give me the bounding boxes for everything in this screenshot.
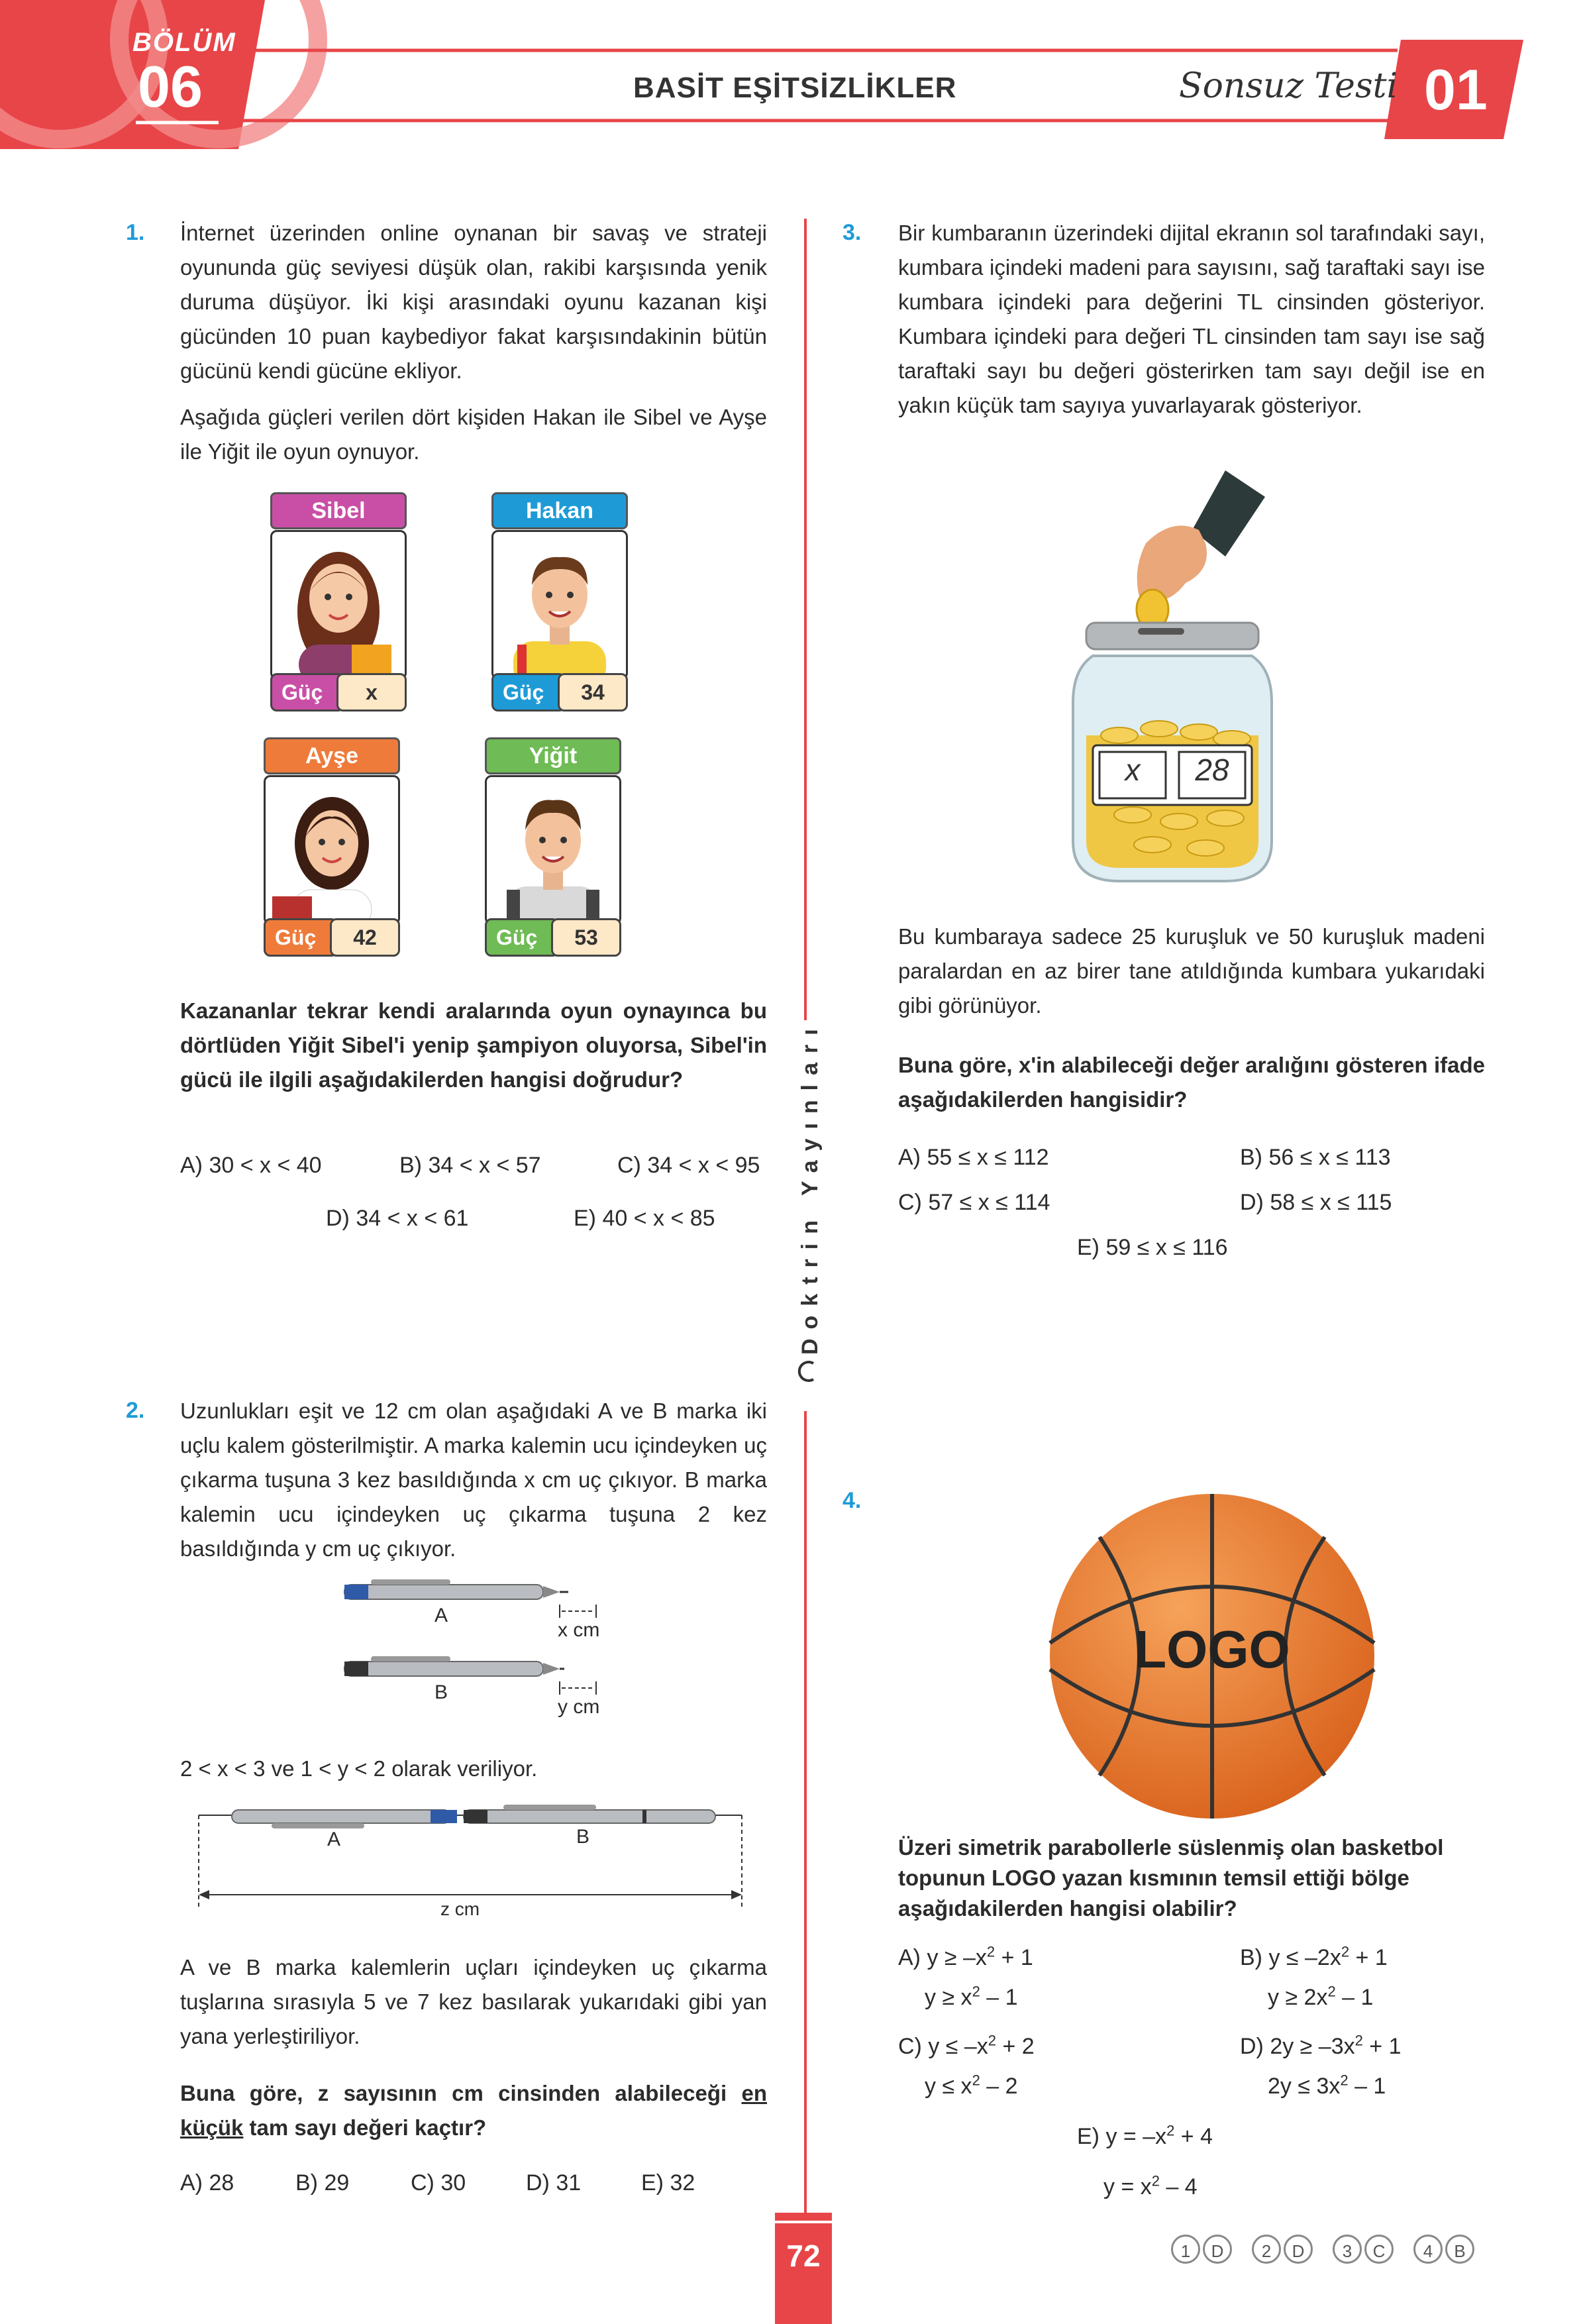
jar-lid bbox=[1086, 623, 1258, 649]
combined-pen-b-label: B bbox=[576, 1826, 590, 1848]
q4-option-c-line1[interactable]: C) $y \le -x^2 + 2$ bbox=[898, 2032, 1035, 2059]
q2-given: 2 < x < 3 ve 1 < y < 2 olarak veriliyor. bbox=[180, 1756, 538, 1781]
q2-question bbox=[180, 2076, 767, 2145]
y-cm-label: y cm bbox=[558, 1696, 600, 1718]
guc-label: Güç bbox=[270, 673, 344, 712]
test-number: 01 bbox=[1424, 58, 1488, 122]
guc-label: Güç bbox=[264, 918, 338, 957]
q4-option-e-line2[interactable]: $y = x^2 - 4$ bbox=[1103, 2172, 1198, 2199]
series-title: Sonsuz Testi bbox=[1179, 66, 1398, 106]
guc-value: x bbox=[336, 673, 407, 712]
q4-option-a-line1[interactable]: A) $y \ge -x^2 + 1$ bbox=[898, 1943, 1033, 1970]
portrait-ayse bbox=[264, 775, 400, 925]
piggy-jar-figure bbox=[1060, 470, 1325, 901]
girl-portrait-icon bbox=[272, 532, 405, 678]
q2-question-start: Buna göre, z sayısının cm cinsinden alabileceği bbox=[180, 2081, 742, 2105]
girl-portrait-icon bbox=[266, 777, 398, 923]
q2-number: 2. bbox=[126, 1398, 145, 1423]
q3-option-a[interactable]: A) 55 ≤ x ≤ 112 bbox=[898, 1145, 1049, 1170]
q3-paragraph-2: Bu kumbaraya sadece 25 kuruşluk ve 50 kuruşluk madeni paralardan en az birer tane atıldığında kumbara yukarıdaki gibi görünüyor. bbox=[898, 924, 1485, 1018]
bolum-label: BÖLÜM bbox=[132, 28, 236, 57]
guc-label: Güç bbox=[485, 918, 559, 957]
q3-number: 3. bbox=[843, 220, 862, 245]
card-name: Sibel bbox=[270, 492, 407, 529]
answer-key-number: 2 bbox=[1252, 2235, 1281, 2264]
x-cm-label: x cm bbox=[558, 1619, 600, 1641]
q1-option-d[interactable]: D) 34 < x < 61 bbox=[326, 1206, 469, 1231]
q3-question: Buna göre, x'in alabileceği değer aralığını gösteren ifade aşağıdakilerden hangisidir? bbox=[898, 1053, 1485, 1112]
q4-option-d-line2[interactable]: $2y \le 3x^2 - 1$ bbox=[1268, 2072, 1386, 2099]
q2-question-end: tam sayı değeri kaçtır? bbox=[243, 2115, 487, 2140]
combined-pen-a-label: A bbox=[327, 1828, 341, 1850]
boy-portrait-icon bbox=[493, 532, 626, 678]
answer-key-answer: D bbox=[1203, 2235, 1232, 2264]
ball-logo-text: LOGO bbox=[1134, 1620, 1290, 1679]
pen-a-label: A bbox=[434, 1605, 448, 1626]
q2-option-c[interactable]: C) 30 bbox=[411, 2170, 466, 2195]
q3-option-e[interactable]: E) 59 ≤ x ≤ 116 bbox=[1077, 1235, 1228, 1260]
q4-option-c-line2[interactable]: $y \le x^2 - 2$ bbox=[925, 2072, 1018, 2099]
pen-b-icon bbox=[344, 1656, 564, 1676]
q2-option-d[interactable]: D) 31 bbox=[526, 2170, 582, 2195]
pen-a-icon bbox=[344, 1579, 568, 1599]
q1-option-c[interactable]: C) 34 < x < 95 bbox=[617, 1153, 760, 1178]
publisher-side-text: Doktrin Yayınları bbox=[797, 1020, 823, 1355]
answer-key-answer: C bbox=[1364, 2235, 1394, 2264]
answer-key-number: 4 bbox=[1413, 2235, 1443, 2264]
portrait-hakan bbox=[491, 530, 628, 680]
guc-value: 34 bbox=[558, 673, 628, 712]
column-divider-bottom bbox=[804, 1411, 807, 2213]
bolum-number: 06 bbox=[138, 54, 203, 119]
column-divider-top bbox=[804, 219, 807, 1020]
q2-option-a[interactable]: A) 28 bbox=[180, 2170, 234, 2195]
guc-value: 42 bbox=[330, 918, 400, 957]
answer-key-answer: D bbox=[1284, 2235, 1313, 2264]
answer-key-answer: B bbox=[1445, 2235, 1474, 2264]
q1-question: Kazananlar tekrar kendi aralarında oyun oynayınca bu dörtlüden Yiğit Sibel'i yenip şampiyon oluyorsa, Sibel'in gücü ile ilgili aşağıdakilerden hangisi doğrudur? bbox=[180, 998, 767, 1092]
card-name: Hakan bbox=[491, 492, 628, 529]
publisher-logo-icon bbox=[793, 1358, 820, 1385]
display-left-value: x bbox=[1125, 753, 1141, 787]
q3-option-b[interactable]: B) 56 ≤ x ≤ 113 bbox=[1240, 1145, 1391, 1170]
answer-key-number: 3 bbox=[1333, 2235, 1362, 2264]
answer-key-number: 1 bbox=[1171, 2235, 1200, 2264]
q3-option-c[interactable]: C) 57 ≤ x ≤ 114 bbox=[898, 1190, 1050, 1215]
q1-number: 1. bbox=[126, 220, 145, 245]
portrait-sibel bbox=[270, 530, 407, 680]
z-cm-label: z cm bbox=[440, 1899, 480, 1919]
pen-b-label: B bbox=[434, 1681, 448, 1703]
guc-value: 53 bbox=[551, 918, 621, 957]
q4-number: 4. bbox=[843, 1488, 862, 1513]
q2-paragraph-1: Uzunlukları eşit ve 12 cm olan aşağıdaki A ve B marka iki uçlu kalem gösterilmiştir. A marka kalemin ucu içindeyken uç çıkarma tuşuna 3 kez basıldığında x cm uç çıkıyor. B marka kalemin ucu içindeyken uç çıkarma tuşuna 2 kez basıldığında y cm uç çıkıyor. bbox=[180, 1399, 767, 1561]
q1-option-a[interactable]: A) 30 < x < 40 bbox=[180, 1153, 322, 1178]
card-name: Ayşe bbox=[264, 737, 400, 774]
pen-b-icon bbox=[464, 1805, 715, 1823]
q3-paragraph-1: Bir kumbaranın üzerindeki dijital ekranın sol tarafındaki sayı, kumbara içindeki madeni para sayısını, sağ taraftaki sayı ise kumbara içindeki para değerini TL cinsinden gösteriyor. Kumbara içindeki para değeri TL cinsinden tam sayı ise sağ taraftaki sayı bu değeri gösterirken tam sayı değil ise en yakın küçük tam sayıya yuvarlayarak gösteriyor. bbox=[898, 221, 1485, 417]
q4-option-e-line1[interactable]: E) $y = -x^2 + 4$ bbox=[1077, 2122, 1213, 2149]
q1-paragraph-2: Aşağıda güçleri verilen dört kişiden Hakan ile Sibel ve Ayşe ile Yiğit ile oyun oynuyor. bbox=[180, 405, 767, 464]
page-number-tab-line bbox=[775, 2221, 832, 2223]
portrait-yigit bbox=[485, 775, 621, 925]
q4-option-a-line2[interactable]: $y \ge x^2 - 1$ bbox=[925, 1983, 1018, 2010]
card-name: Yiğit bbox=[485, 737, 621, 774]
q1-paragraph-1: İnternet üzerinden online oynanan bir savaş ve strateji oyununda güç seviyesi düşük olan, rakibi karşısında yenik duruma düşüyor. İki kişi arasındaki oyunu kazanan kişi gücünden 10 puan kaybediyor fakat karşısındakinin bütün gücünü kendi gücüne ekliyor. bbox=[180, 221, 767, 383]
q2-question-emphasis: en küçük bbox=[180, 2081, 767, 2140]
page-number: 72 bbox=[786, 2239, 821, 2273]
page-title: BASİT EŞİTSİZLİKLER bbox=[633, 72, 957, 104]
display-right-value: 28 bbox=[1195, 753, 1229, 787]
q2-option-e[interactable]: E) 32 bbox=[641, 2170, 695, 2195]
hand-coin-icon bbox=[1137, 470, 1265, 629]
q1-option-e[interactable]: E) 40 < x < 85 bbox=[574, 1206, 715, 1231]
guc-label: Güç bbox=[491, 673, 566, 712]
q2-option-b[interactable]: B) 29 bbox=[295, 2170, 350, 2195]
pen-a-icon bbox=[232, 1810, 457, 1828]
q2-paragraph-2: A ve B marka kalemlerin uçları içindeyken uç çıkarma tuşlarına sırasıyla 5 ve 7 kez basılarak yukarıdaki gibi yan yana yerleştiriliyor. bbox=[180, 1955, 767, 2048]
q4-option-b-line1[interactable]: B) $y \le -2x^2 + 1$ bbox=[1240, 1943, 1388, 1970]
q4-option-b-line2[interactable]: $y \ge 2x^2 - 1$ bbox=[1268, 1983, 1374, 2010]
q1-option-b[interactable]: B) 34 < x < 57 bbox=[399, 1153, 541, 1178]
q3-option-d[interactable]: D) 58 ≤ x ≤ 115 bbox=[1240, 1190, 1392, 1215]
boy-portrait-icon bbox=[487, 777, 619, 923]
q4-question: Üzeri simetrik parabollerle süslenmiş olan basketbol topunun LOGO yazan kısmının temsil ettiği bölge aşağıdakilerden hangisi olabilir? bbox=[898, 1835, 1444, 1921]
q4-option-d-line1[interactable]: D) $2y \ge -3x^2 + 1$ bbox=[1240, 2032, 1402, 2059]
